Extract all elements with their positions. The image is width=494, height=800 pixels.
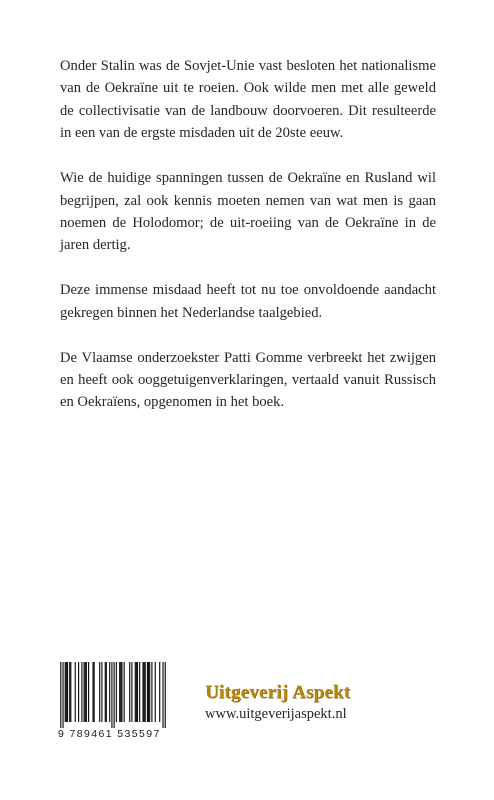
barcode-bar bbox=[136, 662, 137, 722]
barcode-bar bbox=[129, 662, 130, 722]
barcode-bar bbox=[148, 662, 149, 722]
barcode-bar bbox=[155, 662, 156, 722]
barcode-bar bbox=[85, 662, 86, 722]
barcode-bar bbox=[65, 662, 66, 722]
barcode-bar bbox=[99, 662, 100, 722]
barcode-bar bbox=[120, 662, 121, 722]
blurb-paragraph-3: Deze immense misdaad heeft tot nu toe onvoldoende aandacht gekregen binnen het Nederlandse taalgebied. bbox=[60, 282, 436, 321]
barcode-bar bbox=[159, 662, 160, 722]
barcode-bar bbox=[147, 662, 148, 722]
barcode-bar bbox=[144, 662, 145, 722]
barcode-bar bbox=[62, 662, 63, 728]
blurb-paragraph-2: Wie de huidige spanningen tussen de Oekraïne en Rusland wil begrijpen, zal ook kennis moeten nemen van wat men is gaan noemen de Holodomor; de uit-roeiing van de Oekraïne in de jaren dertig. bbox=[60, 170, 436, 254]
barcode-bar bbox=[86, 662, 87, 722]
isbn-barcode bbox=[58, 662, 168, 744]
barcode-bar bbox=[114, 662, 115, 728]
barcode-bar bbox=[70, 662, 71, 722]
barcode-bar bbox=[142, 662, 143, 722]
barcode-bar bbox=[131, 662, 132, 722]
barcode-bar bbox=[165, 662, 166, 728]
barcode-bar bbox=[109, 662, 110, 722]
barcode-bar bbox=[116, 662, 117, 722]
barcode-bar bbox=[151, 662, 152, 722]
barcode-bar bbox=[106, 662, 107, 722]
barcode-bar bbox=[101, 662, 102, 722]
barcode-bar bbox=[145, 662, 146, 722]
barcode-digits: 9 789461 535597 bbox=[58, 728, 161, 740]
barcode-bar bbox=[92, 662, 93, 722]
barcode-bar bbox=[60, 662, 61, 728]
barcode-bar bbox=[137, 662, 138, 722]
barcode-bar bbox=[78, 662, 79, 722]
publisher-logo: Uitgeverij Aspekt bbox=[205, 682, 351, 703]
barcode-bar bbox=[81, 662, 82, 722]
barcode-bar bbox=[75, 662, 76, 722]
blurb-paragraph-4: De Vlaamse onderzoekster Patti Gomme verbreekt het zwijgen en heeft ook ooggetuigenverklaringen, vertaald vanuit Russisch en Oekraïens, opgenomen in het boek. bbox=[60, 349, 436, 411]
barcode-bar bbox=[119, 662, 120, 722]
barcode-bar bbox=[69, 662, 70, 722]
barcode-bar bbox=[162, 662, 163, 728]
barcode-bar bbox=[66, 662, 67, 722]
barcode-bar bbox=[94, 662, 95, 722]
barcode-bar bbox=[67, 662, 68, 722]
barcode-bar bbox=[84, 662, 85, 722]
blurb-text bbox=[60, 55, 436, 436]
barcode-bar bbox=[88, 662, 89, 722]
publisher-url: www.uitgeverijaspekt.nl bbox=[205, 706, 347, 722]
barcode-bar bbox=[135, 662, 136, 722]
blurb-paragraph-1: Onder Stalin was de Sovjet-Unie vast besloten het nationalisme van de Oekraïne uit te roeien. Ook wilde men met alle geweld de collectivisatie van de landbouw doorvoeren. Dit resulteerde in een van de ergste misdaden uit de 20ste eeuw. bbox=[60, 58, 436, 142]
barcode-bar bbox=[139, 662, 140, 722]
barcode-bar bbox=[121, 662, 122, 722]
publisher-block bbox=[205, 682, 405, 723]
barcode-bar bbox=[111, 662, 112, 728]
barcode-bar bbox=[149, 662, 150, 722]
barcode-bars bbox=[58, 662, 168, 728]
barcode-bar bbox=[124, 662, 125, 722]
barcode-bar bbox=[105, 662, 106, 722]
